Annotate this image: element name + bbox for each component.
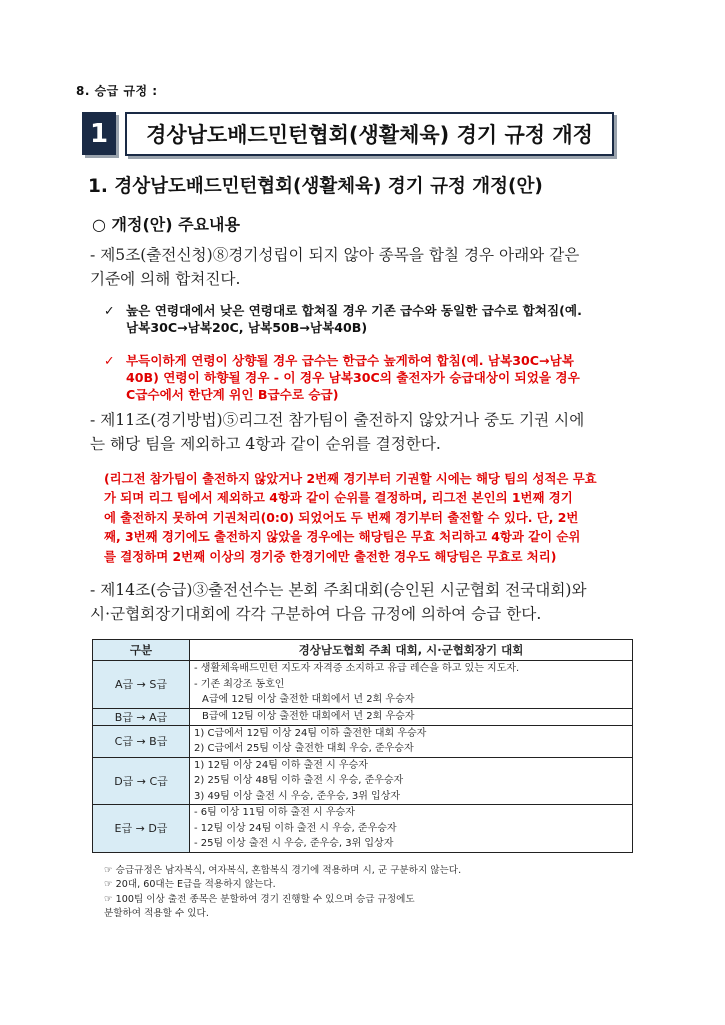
criteria-line: - 25팀 이상 출전 시 우승, 준우승, 3위 입상자 [194,838,394,849]
criteria-line: 1) 12팀 이상 24팀 이하 출전 시 우승자 [194,759,368,771]
paragraph-article14 [90,578,587,626]
red-note-line: 를 결정하며 2번째 이상의 경기중 한경기에만 출전한 경우도 해당팀은 무효로 처리) [104,548,557,564]
red-note-line: 째, 3번째 경기에도 출전하지 않았을 경우에는 해당팀은 무효 처리하고 4항과 같이 순위 [104,529,581,545]
table-row [93,661,633,709]
paragraph-line: - 제14조(승급)③출전선수는 본회 주최대회(승인된 시군협회 전국대회)와 [90,581,587,599]
paragraph-line: - 제11조(경기방법)⑤리그전 참가팀이 출전하지 않았거나 중도 기권 시에 [90,411,585,429]
check-icon: ✓ [104,353,115,368]
sub-heading: ○ 개정(안) 주요내용 [92,215,240,234]
grade-cell: D급 → C급 [93,757,190,805]
criteria-cell [190,757,633,805]
check-text: 남복30C→남복20C, 남복50B→남복40B) [126,320,368,335]
criteria-line: - 12팀 이상 24팀 이하 출전 시 우승, 준우승자 [194,822,397,834]
note-line: ☞ 20대, 60대는 E급을 적용하지 않는다. [104,879,276,891]
paragraph-line: 는 해당 팀을 제외하고 4항과 같이 순위를 결정한다. [90,435,441,453]
check-text: 높은 연령대에서 낮은 연령대로 합쳐질 경우 기존 급수와 동일한 급수로 합쳐짐(예. [126,303,582,318]
banner-title: 경상남도배드민턴협회(생활체육) 경기 규정 개정 [125,112,614,156]
check-text: 40B) 연령이 하향될 경우 - 이 경우 남복30C의 출전자가 승급대상이 되었을 경우 [126,370,580,385]
check-icon: ✓ [104,303,115,318]
main-heading: 1. 경상남도배드민턴협회(생활체육) 경기 규정 개정(안) [88,176,543,197]
criteria-line: B급에 12팀 이상 출전한 대회에서 년 2회 우승자 [202,710,415,722]
grade-cell: E급 → D급 [93,805,190,853]
check-item-2 [104,352,580,403]
table-header-row [93,640,633,661]
banner-number: 1 [82,112,116,155]
paragraph-article11 [90,408,584,456]
header-grade: 구분 [93,640,190,661]
table-row [93,805,633,853]
table-row [93,725,633,757]
section-label: 8. 승급 규정 : [76,84,158,98]
grade-cell: B급 → A급 [93,708,190,725]
criteria-cell [190,661,633,709]
criteria-line: A급에 12팀 이상 출전한 대회에서 년 2회 우승자 [202,694,415,705]
criteria-line: - 6팀 이상 11팀 이하 출전 시 우승자 [194,807,355,818]
red-note-line: 가 되며 리그 팀에서 제외하고 4항과 같이 순위를 결정하며, 리그전 본인의 1번째 경기 [104,490,573,506]
promotion-table [92,639,633,853]
criteria-line: 3) 49팀 이상 출전 시 우승, 준우승, 3위 입상자 [194,790,401,802]
note-line: 분할하여 적용할 수 있다. [104,908,209,920]
criteria-line: 2) 25팀 이상 48팀 이하 출전 시 우승, 준우승자 [194,775,404,786]
criteria-line: 1) C급에서 12팀 이상 24팀 이하 출전한 대회 우승자 [194,727,427,739]
criteria-cell [190,708,633,725]
paragraph-line: 시·군협회장기대회에 각각 구분하여 다음 규정에 의하여 승급 한다. [90,605,542,623]
criteria-cell [190,805,633,853]
red-note [104,469,597,566]
criteria-line: - 기존 최강조 동호인 [194,678,285,690]
paragraph-article5 [90,243,579,291]
note-line: ☞ 승급규정은 남자복식, 여자복식, 혼합복식 경기에 적용하며 시, 군 구분하지 않는다. [104,865,462,876]
table-row [93,757,633,805]
criteria-cell [190,725,633,757]
header-competition: 경상남도협회 주최 대회, 시·군협회장기 대회 [190,640,633,661]
check-text: 부득이하게 연령이 상향될 경우 급수는 한급수 높게하여 합침(예. 남복30C→남복 [126,353,574,368]
notes [104,864,461,922]
criteria-line: 2) C급에서 25팀 이상 출전한 대회 우승, 준우승자 [194,743,414,754]
red-note-line: (리그전 참가팀이 출전하지 않았거나 2번째 경기부터 기권할 시에는 해당 팀의 성적은 무효 [104,471,597,486]
table-row [93,708,633,725]
red-note-line: 에 출전하지 못하여 기권처리(0:0) 되었어도 두 번째 경기부터 출전할 수 있다. 단, 2번 [104,509,579,525]
note-line: ☞ 100팀 이상 출전 종목은 분할하여 경기 진행할 수 있으며 승급 규정에도 [104,893,415,905]
paragraph-line: - 제5조(출전신청)⑧경기성립이 되지 않아 종목을 합칠 경우 아래와 같은 [90,246,580,264]
grade-cell: A급 → S급 [93,661,190,709]
check-text: C급수에서 한단계 위인 B급수로 승급) [126,387,339,402]
grade-cell: C급 → B급 [93,725,190,757]
check-item-1 [104,302,582,336]
paragraph-line: 기준에 의해 합쳐진다. [90,270,241,288]
criteria-line: - 생활체육배드민턴 지도자 자격증 소지하고 유급 레슨을 하고 있는 지도자. [194,663,520,674]
